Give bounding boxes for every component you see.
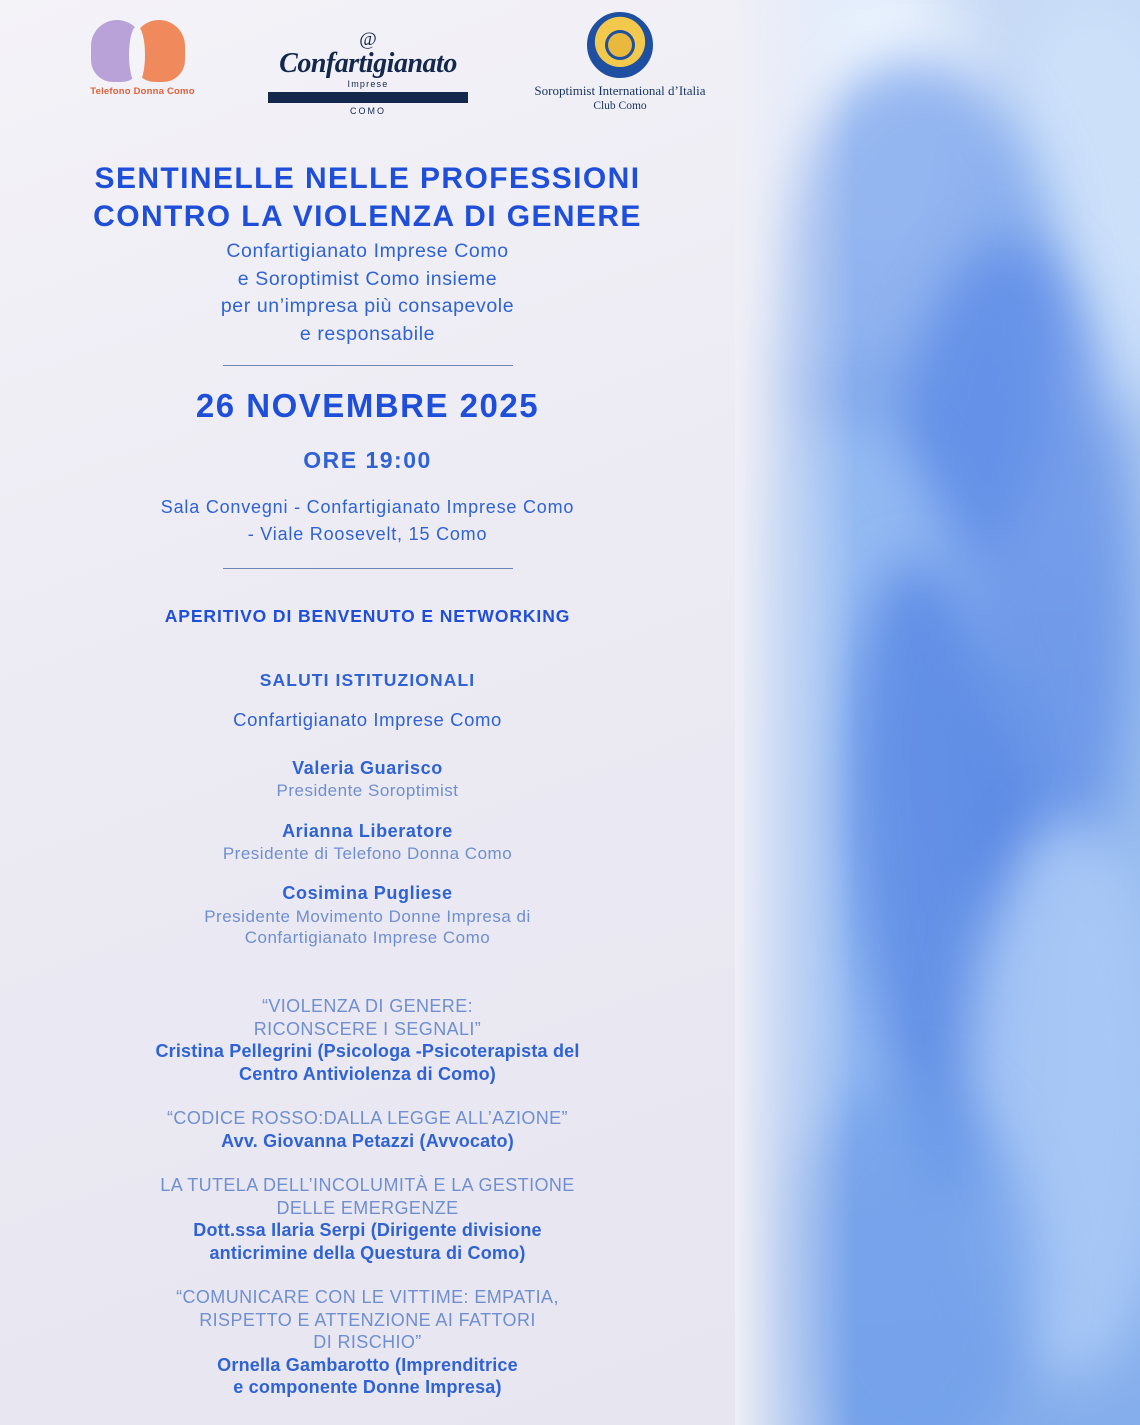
subtitle-line-2: e Soroptimist Como insieme (237, 267, 498, 290)
talk-title-line-1: “VIOLENZA DI GENERE: (261, 996, 474, 1016)
talk-speaker-line-2: e componente Donne Impresa) (233, 1377, 502, 1397)
talk-item (0, 995, 735, 1085)
aperitivo-note: APERITIVO DI BENVENUTO E NETWORKING (164, 606, 571, 626)
divider-top (223, 365, 513, 366)
talk-title-line-2: DELLE EMERGENZE (276, 1197, 459, 1218)
event-venue (0, 494, 735, 548)
decorative-photo-panel (735, 0, 1140, 1425)
greeting-person (0, 757, 735, 802)
two-faces-icon (85, 20, 200, 84)
soroptimist-line1: Soroptimist International d’Italia (534, 83, 706, 98)
logo-row (0, 12, 735, 122)
greeting-person-role: Presidente Soroptimist (276, 781, 459, 801)
venue-line-2: - Viale Roosevelt, 15 Como (247, 524, 488, 544)
greeting-person-role: Presidente di Telefono Donna Como (222, 844, 513, 864)
title-line-1: SENTINELLE NELLE PROFESSIONI (94, 162, 641, 195)
soroptimist-line2: Club Como (593, 100, 647, 112)
subtitle-line-3: per un’impresa più consapevole (220, 295, 515, 318)
talk-speaker-line-2: Centro Antiviolenza di Como) (239, 1063, 496, 1084)
page-subtitle (0, 238, 735, 349)
divider-bottom (223, 568, 513, 569)
talk-speaker-line-1: Cristina Pellegrini (Psicologa -Psicoterapista del (155, 1041, 580, 1061)
talk-title-line-2: RISPETTO E ATTENZIONE AI FATTORI (199, 1309, 536, 1330)
subtitle-line-4: e responsabile (299, 323, 436, 346)
confartigianato-imprese-label: Imprese (347, 79, 389, 89)
subtitle-line-1: Confartigianato Imprese Como (226, 240, 509, 262)
greetings-section (0, 670, 735, 966)
confartigianato-mark-icon: @ (359, 29, 377, 50)
talk-item (0, 1174, 735, 1264)
event-date: 26 NOVEMBRE 2025 (195, 387, 540, 424)
talk-title-line-1: “COMUNICARE CON LE VITTIME: EMPATIA, (176, 1287, 559, 1307)
greeting-person-name: Arianna Liberatore (282, 820, 453, 841)
greeting-person (0, 882, 735, 948)
talk-speaker-line-1: Dott.ssa Ilaria Serpi (Dirigente divisione (193, 1220, 542, 1240)
soroptimist-logo (520, 12, 720, 112)
telefono-donna-como-logo (85, 20, 200, 97)
confartigianato-como-label: COMO (350, 106, 386, 116)
talk-title-line-1: LA TUTELA DELL’INCOLUMITÀ E LA GESTIONE (160, 1175, 575, 1195)
talk-title-line-1: “CODICE ROSSO:DALLA LEGGE ALL’AZIONE” (167, 1108, 568, 1128)
event-time: ORE 19:00 (303, 447, 432, 473)
talk-speaker-line-1: Ornella Gambarotto (Imprenditrice (217, 1354, 518, 1375)
confartigianato-wordmark: Confartigianato (279, 48, 457, 79)
greeting-person-role-2: Confartigianato Imprese Como (244, 927, 491, 947)
telefono-donna-como-label: Telefono Donna Como (90, 86, 195, 97)
talk-item (0, 1286, 735, 1399)
greeting-person-name: Valeria Guarisco (292, 758, 443, 778)
talks-section (0, 995, 735, 1421)
talk-speaker-line-1: Avv. Giovanna Petazzi (Avvocato) (221, 1130, 514, 1151)
soroptimist-seal-icon (587, 12, 653, 78)
greeting-person-name: Cosimina Pugliese (282, 883, 453, 904)
page-title (0, 160, 735, 235)
talk-title-line-3: DI RISCHIO” (313, 1332, 422, 1352)
greeting-person-role: Presidente Movimento Donne Impresa di (204, 906, 531, 926)
confartigianato-logo (268, 30, 468, 116)
confartigianato-bar (268, 92, 468, 103)
title-line-2: CONTRO LA VIOLENZA DI GENERE (93, 199, 642, 233)
greetings-organization: Confartigianato Imprese Como (233, 709, 502, 730)
greetings-title: SALUTI ISTITUZIONALI (259, 670, 476, 690)
venue-line-1: Sala Convegni - Confartigianato Imprese Como (160, 497, 575, 517)
talk-item (0, 1107, 735, 1152)
talk-speaker-line-2: anticrimine della Questura di Como) (209, 1242, 526, 1263)
talk-title-line-2: RICONSCERE I SEGNALI” (253, 1018, 482, 1039)
greeting-person (0, 820, 735, 865)
